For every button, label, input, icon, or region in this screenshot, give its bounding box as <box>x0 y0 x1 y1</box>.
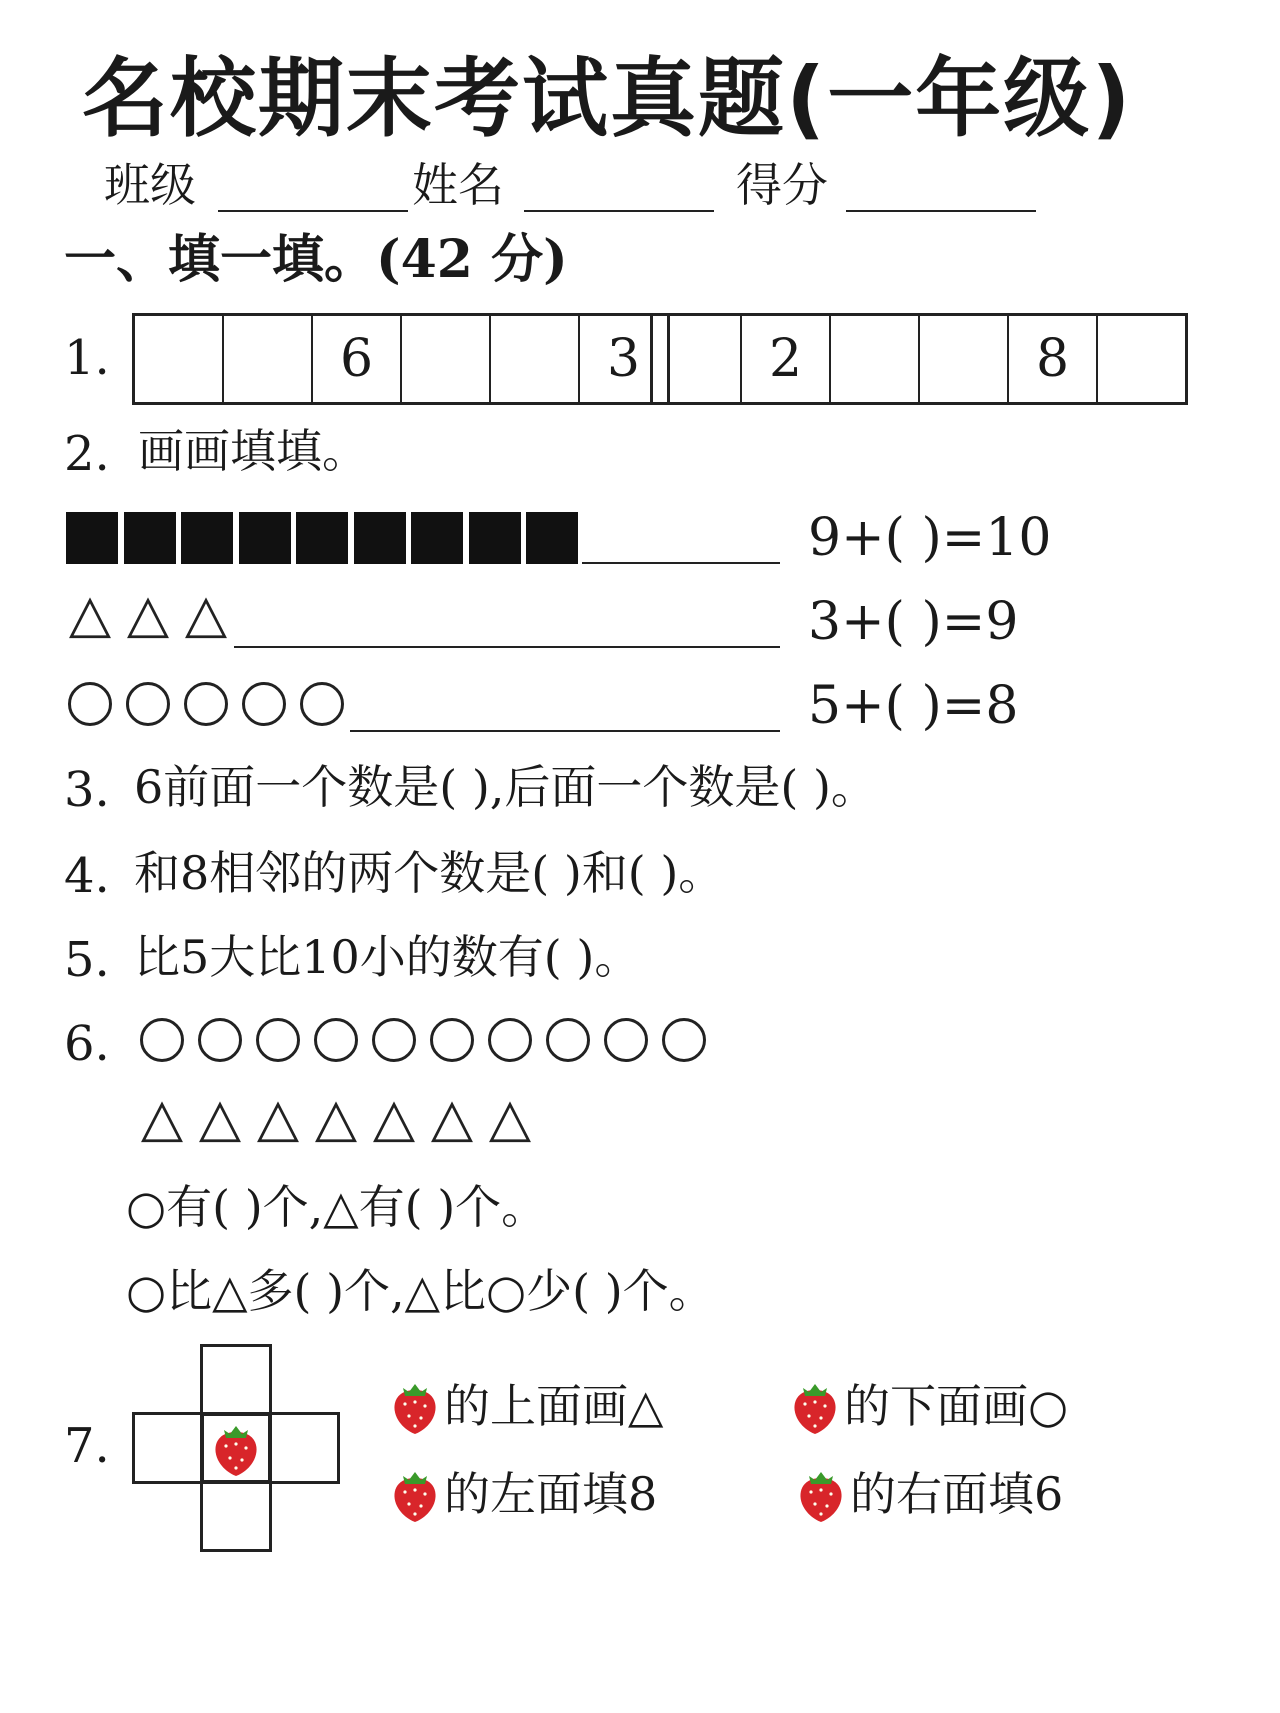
black-square <box>124 512 176 564</box>
class-label: 班级 <box>104 158 196 212</box>
q1-box-row-a <box>132 313 670 405</box>
circle-shape <box>256 1018 300 1062</box>
q1-number: 1. <box>64 330 110 386</box>
number-box: 6 <box>313 316 402 402</box>
circle-shape <box>198 1018 242 1062</box>
triangle-shape <box>256 1100 300 1144</box>
section-title: 一、填一填。(42 分) <box>64 229 568 290</box>
circle-shape <box>546 1018 590 1062</box>
circle-shape <box>314 1018 358 1062</box>
circle-shape <box>126 682 170 726</box>
circle-shape <box>372 1018 416 1062</box>
grid-cell-right[interactable] <box>268 1412 340 1484</box>
circle-shape <box>488 1018 532 1062</box>
q7-text-4: 的右面填6 <box>850 1467 1064 1521</box>
class-field[interactable] <box>218 210 408 212</box>
q4-text: 和8相邻的两个数是( )和( )。 <box>134 846 725 900</box>
circle-shape <box>662 1018 706 1062</box>
strawberry-icon <box>786 1376 844 1436</box>
triangle-shape <box>430 1100 474 1144</box>
q7-instruction-3 <box>386 1464 657 1524</box>
triangle-shape <box>184 596 228 640</box>
circle-shape <box>184 682 228 726</box>
q6-line1: ○有( )个,△有( )个。 <box>126 1180 548 1234</box>
name-field[interactable] <box>524 210 714 212</box>
number-box: 3 <box>606 329 641 389</box>
name-label: 姓名 <box>412 158 504 212</box>
grid-cell-center <box>200 1412 272 1484</box>
grid-cell-left[interactable] <box>132 1412 204 1484</box>
q7-text-1: 的上面画△ <box>444 1379 664 1433</box>
q7-instruction-1 <box>386 1376 663 1436</box>
triangle-shape <box>140 1100 184 1144</box>
triangles-row <box>68 596 242 640</box>
draw-line-1[interactable] <box>582 562 780 564</box>
q6-number: 6. <box>64 1016 110 1072</box>
q1-box-row-b <box>650 313 1188 405</box>
triangle-shape <box>372 1100 416 1144</box>
number-box[interactable] <box>1098 316 1185 402</box>
number-box[interactable] <box>491 316 580 402</box>
strawberry-icon <box>386 1376 444 1436</box>
q7-number: 7. <box>64 1418 110 1474</box>
q5-number: 5. <box>64 932 110 988</box>
circle-shape <box>140 1018 184 1062</box>
number-box[interactable] <box>224 316 313 402</box>
black-square <box>239 512 291 564</box>
triangle-shape <box>126 596 170 640</box>
circle-shape <box>300 682 344 726</box>
number-box[interactable] <box>653 316 742 402</box>
black-square <box>66 512 118 564</box>
strawberry-icon <box>792 1464 850 1524</box>
triangles-row <box>140 1100 546 1144</box>
black-square <box>296 512 348 564</box>
q7-instruction-2 <box>786 1376 1068 1436</box>
black-square <box>354 512 406 564</box>
q6-line2: ○比△多( )个,△比○少( )个。 <box>126 1264 715 1318</box>
score-field[interactable] <box>846 210 1036 212</box>
circle-shape <box>242 682 286 726</box>
equation-2: 3+( )=9 <box>808 592 1019 652</box>
q3-number: 3. <box>64 762 110 818</box>
q5-text: 比5大比10小的数有( )。 <box>134 930 641 984</box>
q7-instruction-4 <box>792 1464 1063 1524</box>
q7-text-3: 的左面填8 <box>444 1467 658 1521</box>
strawberry-icon <box>208 1418 264 1478</box>
number-box[interactable] <box>402 316 491 402</box>
grid-cell-top[interactable] <box>200 1344 272 1416</box>
number-box: 8 <box>1009 316 1098 402</box>
q3-text: 6前面一个数是( ),后面一个数是( )。 <box>134 760 877 814</box>
draw-line-3[interactable] <box>350 730 780 732</box>
black-square <box>526 512 578 564</box>
triangle-shape <box>314 1100 358 1144</box>
triangle-shape <box>68 596 112 640</box>
page-title: 名校期末考试真题(一年级) <box>82 49 1133 149</box>
circles-row <box>140 1018 720 1062</box>
q2-text: 画画填填。 <box>138 424 368 478</box>
circles-row <box>68 682 358 726</box>
q2-number: 2. <box>64 426 110 482</box>
number-box[interactable] <box>135 316 224 402</box>
strawberry-icon <box>386 1464 444 1524</box>
circle-shape <box>430 1018 474 1062</box>
grid-cell-bottom[interactable] <box>200 1480 272 1552</box>
black-square <box>181 512 233 564</box>
number-box[interactable] <box>831 316 920 402</box>
circle-shape <box>604 1018 648 1062</box>
black-square <box>411 512 463 564</box>
triangle-shape <box>488 1100 532 1144</box>
triangle-shape <box>198 1100 242 1144</box>
score-label: 得分 <box>736 158 828 212</box>
number-box[interactable] <box>920 316 1009 402</box>
circle-shape <box>68 682 112 726</box>
equation-1: 9+( )=10 <box>808 508 1052 568</box>
number-box: 2 <box>742 316 831 402</box>
equation-3: 5+( )=8 <box>808 676 1019 736</box>
black-square <box>469 512 521 564</box>
q4-number: 4. <box>64 848 110 904</box>
draw-line-2[interactable] <box>234 646 780 648</box>
q7-text-2: 的下面画○ <box>844 1379 1069 1433</box>
